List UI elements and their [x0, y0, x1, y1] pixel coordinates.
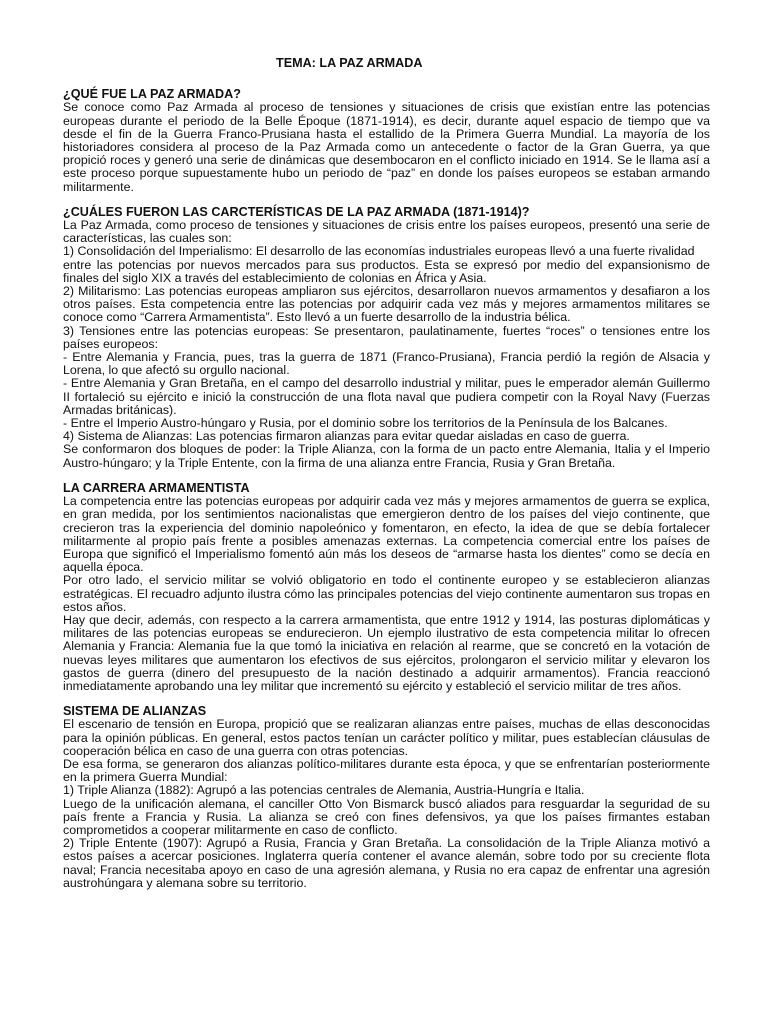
section-que-fue — [63, 88, 710, 194]
paragraph: Se conoce como Paz Armada al proceso de tensiones y situaciones de crisis que existían entre las potencias europeas durante el periodo de la Belle Époque (1871-1914), es decir, durante aquel espacio de tiempo que va desde el fin de la Guerra Franco-Prusiana hasta el estallido de la Primera Guerra Mundial. La mayoría de los historiadores considera al proceso de la Paz Armada como un antecedente o factor de la Gran Guerra, ya que propició roces y generó una serie de dinámicas que desembocaron en el conflicto iniciado en 1914. Se le llama así a este proceso porque supuestamente hubo un periodo de “paz” en donde los países europeos se estaban armando militarmente. — [63, 100, 710, 194]
section-heading: ¿QUÉ FUE LA PAZ ARMADA? — [63, 87, 241, 102]
section-carrera-armamentista — [63, 482, 710, 693]
section-heading: ¿CUÁLES FUERON LAS CARCTERÍSTICAS DE LA PAZ ARMADA (1871-1914)? — [63, 204, 530, 219]
paragraph: La Paz Armada, como proceso de tensiones y situaciones de crisis entre los países europeos, presentó una serie de características, las cuales son: — [63, 218, 710, 246]
document-title: TEMA: LA PAZ ARMADA — [276, 56, 423, 70]
section-heading: SISTEMA DE ALIANZAS — [63, 704, 207, 719]
paragraph: 3) Tensiones entre las potencias europeas: Se presentaron, paulatinamente, fuertes “roces” o tensiones entre los países europeos: — [63, 323, 710, 351]
paragraph: 2) Militarismo: Las potencias europeas ampliaron sus ejércitos, desarrollaron nuevos armamentos y desafiaron a los otros países. Esta competencia entre las potencias por adquirir cada vez más y mejores armamentos militares se conoce como “Carrera Armamentista”. Esto llevó a un fuerte desarrollo de la industria bélica. — [63, 284, 710, 325]
paragraph: 1) Consolidación del Imperialismo: El desarrollo de las economías industriales europeas llevó a una fuerte rivalidad — [63, 244, 695, 259]
paragraph: - Entre Alemania y Gran Bretaña, en el campo del desarrollo industrial y militar, pues le emperador alemán Guillermo II fortaleció su ejército e inició la construcción de una flota naval que pudiera competir con la Royal Navy (Fuerzas Armadas británicas). — [63, 376, 710, 417]
section-sistema-alianzas — [63, 705, 710, 890]
paragraph: entre las potencias por nuevos mercados para sus productos. Esta se expresó por medio del expansionismo de finales del siglo XIX a través del establecimiento de colonias en África y Asia. — [63, 257, 710, 285]
section-heading: LA CARRERA ARMAMENTISTA — [63, 480, 250, 495]
paragraph: 1) Triple Alianza (1882): Agrupó a las potencias centrales de Alemania, Austria-Hungría e Italia. — [63, 783, 585, 798]
paragraph: Hay que decir, además, con respecto a la carrera armamentista, que entre 1912 y 1914, las posturas diplomáticas y militares de las potencias europeas se endurecieron. Un ejemplo ilustrativo de esta competencia militar lo ofrecen Alemania y Francia: Alemania fue la que tomó la iniciativa en relación al rearme, que se concretó en la votación de nuevas leyes militares que aumentaron los efectivos de sus ejércitos, prolongaron el servicio militar y elevaron los gastos de guerra (dinero del presupuesto de la nación destinado a adquirir armamentos). Francia reaccionó inmediatamente aprobando una ley militar que incrementó su ejército y estableció el servicio militar de tres años. — [63, 612, 710, 693]
paragraph: Por otro lado, el servicio militar se volvió obligatorio en todo el continente europeo y se establecieron alianzas estratégicas. El recuadro adjunto ilustra cómo las principales potencias del viejo continente aumentaron sus tropas en estos años. — [63, 573, 710, 614]
paragraph: Se conformaron dos bloques de poder: la Triple Alianza, con la forma de un pacto entre Alemania, Italia y el Imperio Austro-húngaro; y la Triple Entente, con la firma de una alianza entre Francia, Rusia y Gran Bretaña. — [63, 442, 710, 470]
paragraph: La competencia entre las potencias europeas por adquirir cada vez más y mejores armamentos de guerra se explica, en gran medida, por los sentimientos nacionalistas que emergieron dentro de los países del viejo continente, que crecieron tras la experiencia del dominio napoleónico y fomentaron, en efecto, la idea de que se debía fortalecer militarmente al propio país frente a posibles amenazas externas. La competencia comercial entre los países de Europa que significó el Imperialismo fomentó aún más los deseos de “armarse hasta los dientes” como se decía en aquella época. — [63, 494, 710, 575]
paragraph: Luego de la unificación alemana, el canciller Otto Von Bismarck buscó aliados para resguardar la seguridad de su país frente a Francia y Rusia. La alianza se creó con fines defensivos, ya que los países firmantes estaban comprometidos a cooperar militarmente en caso de conflicto. — [63, 796, 710, 837]
paragraph: De esa forma, se generaron dos alianzas político-militares durante esta época, y que se enfrentarían posteriormente en la primera Guerra Mundial: — [63, 756, 710, 785]
paragraph: 4) Sistema de Alianzas: Las potencias firmaron alianzas para evitar quedar aisladas en caso de guerra. — [63, 429, 630, 444]
section-caracteristicas — [63, 206, 710, 470]
paragraph: - Entre el Imperio Austro-húngaro y Rusia, por el dominio sobre los territorios de la Península de los Balcanes. — [63, 416, 668, 431]
paragraph: El escenario de tensión en Europa, propició que se realizaran alianzas entre países, muchas de ellas desconocidas para la opinión públicas. En general, estos pactos tenían un carácter político y militar, pues establecían cláusulas de cooperación bélica en caso de una guerra con otras potencias. — [63, 717, 710, 758]
paragraph: 2) Triple Entente (1907): Agrupó a Rusia, Francia y Gran Bretaña. La consolidación de la Triple Alianza motivó a estos países a acercar posiciones. Inglaterra quería contener el avance alemán, sobre todo por su creciente flota naval; Francia necesitaba apoyo en caso de una agresión alemana, y Rusia no era capaz de enfrentar una agresión austrohúngara y alemana sobre su territorio. — [63, 836, 710, 890]
paragraph: - Entre Alemania y Francia, pues, tras la guerra de 1871 (Franco-Prusiana), Francia perdió la región de Alsacia y Lorena, lo que afectó su orgullo nacional. — [63, 350, 710, 378]
